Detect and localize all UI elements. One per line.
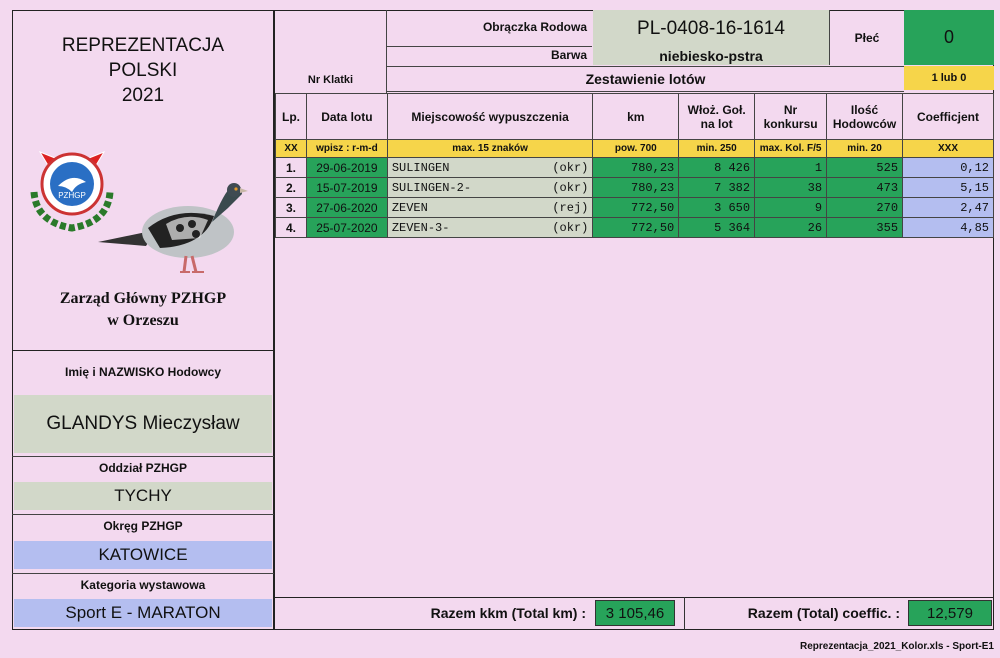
cell-coef: 5,15	[903, 178, 994, 198]
header-birds: Włoż. Goł. na lot	[679, 94, 755, 140]
cell-lp: 4.	[276, 218, 307, 238]
cell-coef: 2,47	[903, 198, 994, 218]
ring-number: PL-0408-16-1614	[593, 10, 829, 47]
hint-km: pow. 700	[593, 140, 679, 158]
cell-lp: 3.	[276, 198, 307, 218]
cell-lp: 1.	[276, 158, 307, 178]
breeder-name: GLANDYS Mieczysław	[14, 395, 272, 453]
cell-km[interactable]: 772,50	[593, 218, 679, 238]
place-tag: (okr)	[552, 220, 589, 235]
place-name: ZEVEN-3-	[391, 220, 450, 235]
table-hint-row	[276, 140, 994, 158]
org-line-1: Zarząd Główny PZHGP	[59, 290, 227, 307]
table-row	[276, 218, 994, 238]
cell-contest[interactable]: 26	[755, 218, 827, 238]
hint-coef: XXX	[903, 140, 994, 158]
category-label: Kategoria wystawowa	[12, 573, 274, 595]
place-tag: (rej)	[552, 200, 589, 215]
cell-coef: 4,85	[903, 218, 994, 238]
cell-breeders[interactable]: 525	[827, 158, 903, 178]
cell-km[interactable]: 772,50	[593, 198, 679, 218]
cell-date[interactable]: 25-07-2020	[306, 218, 387, 238]
cell-place[interactable]	[387, 218, 593, 238]
cell-contest[interactable]: 38	[755, 178, 827, 198]
total-coef-label: Razem (Total) coeffic. :	[747, 605, 900, 621]
hint-lp: XX	[276, 140, 307, 158]
place-tag: (okr)	[552, 180, 589, 195]
table-header-row	[276, 94, 994, 140]
branch-value: TYCHY	[14, 482, 272, 510]
title-line-3: 2021	[121, 85, 165, 106]
cell-place[interactable]	[387, 178, 593, 198]
footer-filename: Reprezentacja_2021_Kolor.xls - Sport-E1	[800, 641, 994, 652]
cell-km[interactable]: 780,23	[593, 178, 679, 198]
cell-breeders[interactable]: 473	[827, 178, 903, 198]
total-km-value: 3 105,46	[595, 600, 675, 626]
sex-hint: 1 lub 0	[904, 66, 994, 90]
cell-coef: 0,12	[903, 158, 994, 178]
table-row	[276, 158, 994, 178]
table-row	[276, 198, 994, 218]
pigeon-image	[96, 172, 248, 278]
sex-label: Płeć	[829, 10, 904, 65]
logo-text: PZHGP	[58, 191, 86, 200]
header-contest: Nr konkursu	[755, 94, 827, 140]
header-breeders: Ilość Hodowców	[827, 94, 903, 140]
header-km: km	[593, 94, 679, 140]
sex-value[interactable]: 0	[904, 10, 994, 65]
branch-label: Oddział PZHGP	[12, 456, 274, 478]
total-coef-value: 12,579	[908, 600, 992, 626]
total-km-label: Razem kkm (Total km) :	[430, 605, 586, 621]
hint-date: wpisz : r-m-d	[306, 140, 387, 158]
cell-contest[interactable]: 1	[755, 158, 827, 178]
district-label: Okręg PZHGP	[12, 514, 274, 536]
cell-place[interactable]	[387, 198, 593, 218]
place-name: SULINGEN	[391, 160, 450, 175]
cell-breeders[interactable]: 270	[827, 198, 903, 218]
header-lp: Lp.	[276, 94, 307, 140]
cell-date[interactable]: 27-06-2020	[306, 198, 387, 218]
cell-contest[interactable]: 9	[755, 198, 827, 218]
hint-birds: min. 250	[679, 140, 755, 158]
cell-birds[interactable]: 5 364	[679, 218, 755, 238]
hint-breeders: min. 20	[827, 140, 903, 158]
cage-label: Nr Klatki	[307, 74, 354, 86]
cell-birds[interactable]: 3 650	[679, 198, 755, 218]
title-line-2: POLSKI	[108, 60, 178, 81]
header-date: Data lotu	[306, 94, 387, 140]
summary-title: Zestawienie lotów	[387, 66, 904, 92]
flights-table	[275, 93, 994, 238]
ring-label: Obrączka Rodowa	[482, 20, 587, 34]
cell-birds[interactable]: 8 426	[679, 158, 755, 178]
org-line-2: w Orzeszu	[107, 312, 179, 329]
place-name: ZEVEN	[391, 200, 428, 215]
place-name: SULINGEN-2-	[391, 180, 472, 195]
cell-date[interactable]: 29-06-2019	[306, 158, 387, 178]
cell-birds[interactable]: 7 382	[679, 178, 755, 198]
title-line-1: REPREZENTACJA	[61, 35, 225, 56]
header-place: Miejscowość wypuszczenia	[387, 94, 593, 140]
header-coef: Coefficjent	[903, 94, 994, 140]
totals-divider	[684, 597, 685, 630]
cell-lp: 2.	[276, 178, 307, 198]
hint-place: max. 15 znaków	[387, 140, 593, 158]
hint-contest: max. Kol. F/5	[755, 140, 827, 158]
breeder-label: Imię i NAZWISKO Hodowcy	[64, 365, 221, 379]
color-label: Barwa	[550, 48, 587, 62]
district-value: KATOWICE	[14, 541, 272, 569]
place-tag: (okr)	[552, 160, 589, 175]
cell-place[interactable]	[387, 158, 593, 178]
category-value: Sport E - MARATON	[14, 599, 272, 627]
table-row	[276, 178, 994, 198]
cell-km[interactable]: 780,23	[593, 158, 679, 178]
color-value: niebiesko-pstra	[593, 47, 829, 65]
cell-date[interactable]: 15-07-2019	[306, 178, 387, 198]
cell-breeders[interactable]: 355	[827, 218, 903, 238]
left-divider	[12, 350, 274, 351]
